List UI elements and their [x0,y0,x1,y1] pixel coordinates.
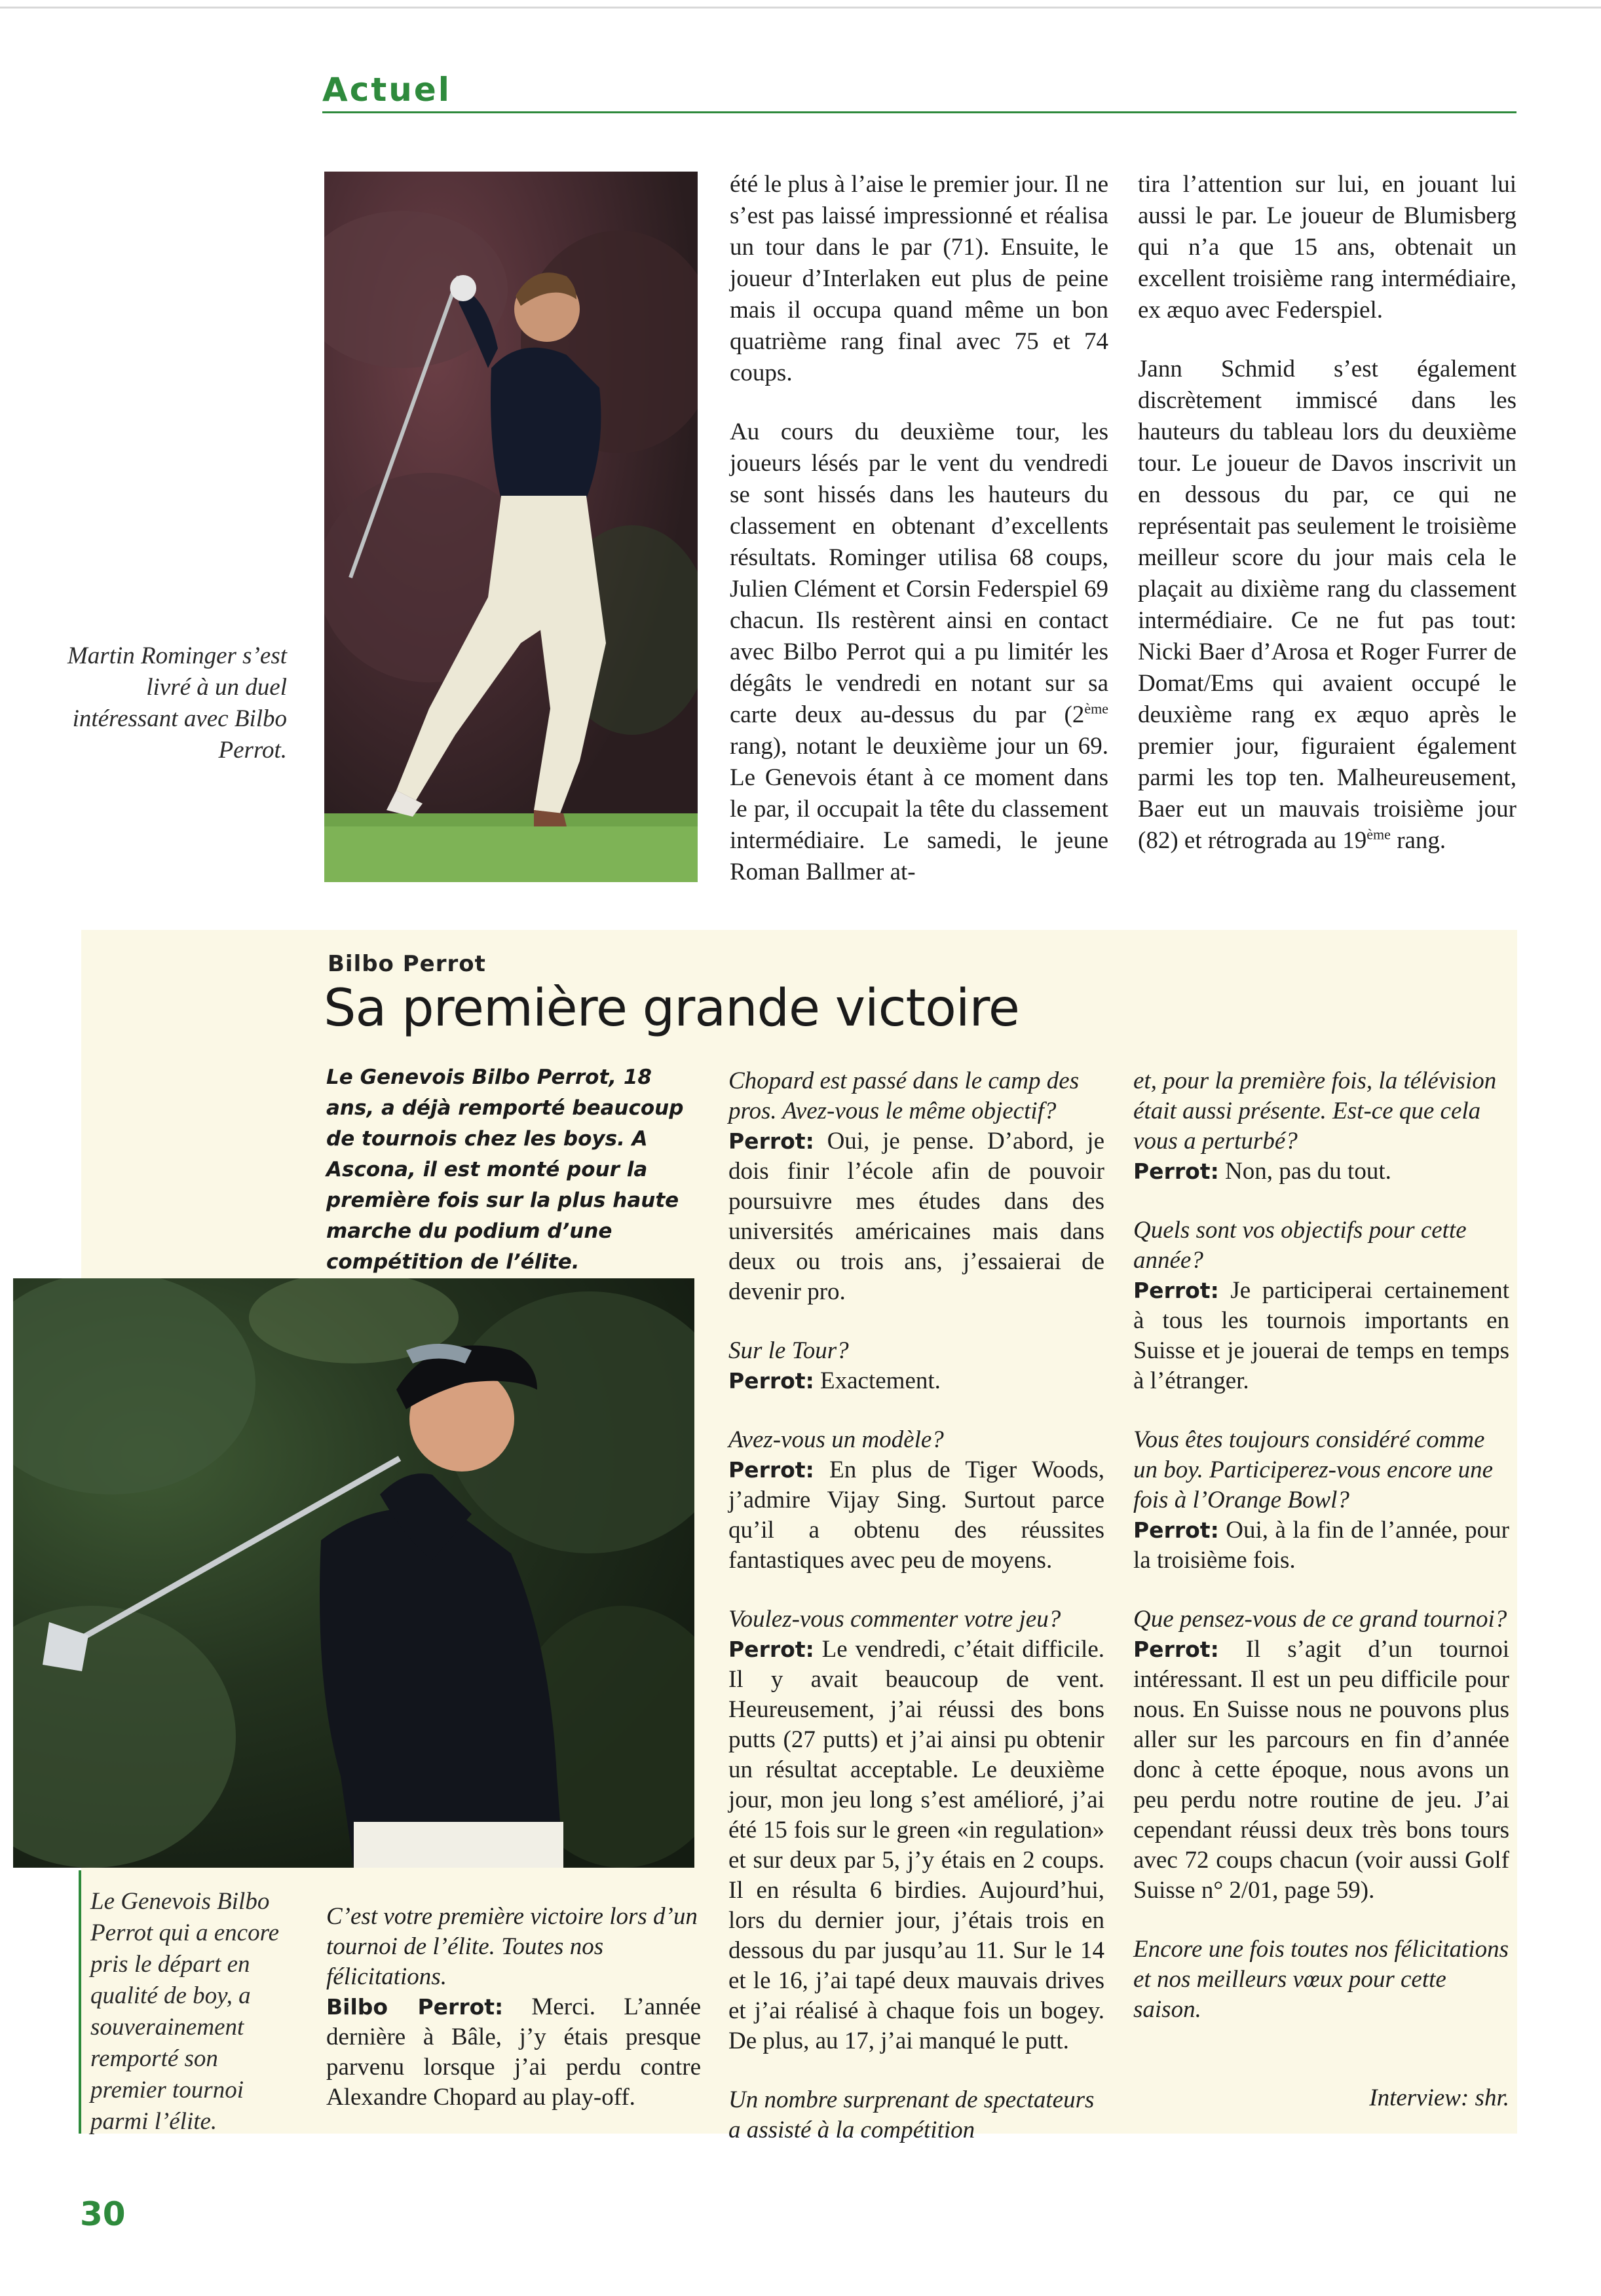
interview-answer: Perrot: En plus de Tiger Woods, j’admire Vijay Sing. Surtout parce qu’il a obtenu des réussites fantastiques avec peu de moyens. [728,1456,1104,1574]
interview-question: Vous êtes toujours considéré comme un boy. Participerez-vous encore une fois à l’Orange Bowl? [1133,1426,1494,1513]
article-column-a [730,169,1108,916]
article-paragraph: Au cours du deuxième tour, les joueurs lésés par le vent du vendredi se sont hissés dans les hauteurs du classement en obtenant d’excellents résultats. Rominger utilisa 68 coups, Julien Clément et Corsin Federspiel 69 chacun. Ils restèrent ainsi en contact avec Bilbo Perrot qui a pu limitér les dégâts le vendredi en notant sur sa carte deux au-dessus du par (2ème rang), notant le deuxième jour un 69. Le Genevois étant à ce moment dans le par, il occupait la tête du classement intermédiaire. Le samedi, le jeune Roman Ballmer at- [730,418,1108,885]
interview-question: Un nombre surprenant de spectateurs a assisté à la compétition [728,2086,1095,2143]
interview-answer: Bilbo Perrot: Merci. L’année dernière à Bâle, j’y étais presque parvenu lorsque j’ai perdu contre Alexandre Chopard au play-off. [326,1993,701,2111]
interview-column-left [326,1902,701,2141]
interview-question: Encore une fois toutes nos félicitations et nos meilleurs vœux pour cette saison. [1133,1936,1509,2023]
article-paragraph: Jann Schmid s’est également discrètement immiscé dans les hauteurs du tableau lors du deuxième tour. Le joueur de Davos inscrivit un en dessous du par, ce qui ne représentait pas seulement le troisième meilleur score du jour mais cela le plaçait au dixième rang du classement intermédiaire. Ce ne fut pas tout: Nicki Baer d’Arosa et Roger Furrer de Domat/Ems qui avaient occupé le deuxième rang ex æquo après le premier jour, figuraient également parmi les top ten. Malheureusement, Baer eut un mauvais troisième jour (82) et rétrograda au 19ème rang. [1138,356,1516,854]
interview-question: et, pour la première fois, la télévision était aussi présente. Est-ce que cela vous a perturbé? [1133,1067,1497,1155]
interview-answer: Perrot: Oui, je pense. D’abord, je dois finir l’école afin de pouvoir poursuivre mes études dans des universités américaines mais dans deux ou trois ans, j’essaierai de devenir pro. [728,1128,1104,1305]
interview-question: Que pensez-vous de ce grand tournoi? [1133,1606,1507,1633]
speaker: Perrot: [728,1368,814,1394]
interview-box-accent [79,1870,81,2134]
interview-answer: Perrot: Oui, à la fin de l’année, pour la troisième fois. [1133,1517,1509,1574]
speaker: Bilbo Perrot: [326,1994,504,2020]
interview-signoff: Interview: shr. [1369,2084,1509,2111]
speaker: Perrot: [1133,1517,1219,1543]
photo-caption-rominger: Martin Rominger s’est livré à un duel intéressant avec Bilbo Perrot. [67,642,287,764]
interview-question: C’est votre première victoire lors d’un tournoi de l’élite. Toutes nos félicitations. [326,1903,698,1990]
interview-answer: Perrot: Non, pas du tout. [1133,1158,1391,1185]
interview-column-right [1133,1066,1509,2025]
speaker: Perrot: [1133,1637,1219,1662]
interview-question: Sur le Tour? [728,1337,849,1364]
top-border [0,7,1601,9]
speaker: Perrot: [728,1457,814,1483]
golfer-illustration [324,172,698,882]
speaker: Perrot: [1133,1158,1219,1184]
interview-column-middle [728,1066,1104,2145]
interview-answer: Perrot: Exactement. [728,1367,941,1394]
interview-headline: Sa première grande victoire [324,979,1019,1038]
interview-question: Chopard est passé dans le camp des pros. Avez-vous le même objectif? [728,1067,1080,1124]
speaker: Perrot: [728,1637,814,1662]
interview-answer: Perrot: Il s’agit d’un tournoi intéressant. Il est un peu difficile pour nous. En Suisse nous ne pouvons plus aller sur les parcours en fin d’année donc à cette époque, nous avons un peu perdu notre routine de jeu. J’ai cependant réussi deux très bons tours avec 72 coups chacun (voir aussi Golf Suisse n° 2/01, page 59). [1133,1636,1509,1904]
page-number: 30 [80,2195,126,2233]
section-rule [322,111,1516,113]
interview-lead: Le Genevois Bilbo Perrot, 18 ans, a déjà remporté beaucoup de tournois chez les boys. A Ascona, il est monté pour la première fois sur la plus haute marche du podium d’une compétition de l’élite. [326,1065,684,1274]
photo-perrot-swing [13,1278,694,1868]
photo-rominger-swing [324,172,698,882]
article-column-b [1138,169,1516,884]
interview-answer: Perrot: Le vendredi, c’était difficile. Il y avait beaucoup de vent. Heureusement, j’ai réussi des bons putts (27 putts) et j’ai ainsi pu obtenir un résultat acceptable. Le deuxième jour, mon jeu long s’est amélioré, j’ai été 15 fois sur le green «in regulation» et sur deux par 5, j’y étais en 2 coups. Il en résulta 6 birdies. Aujourd’hui, lors du dernier jour, j’étais trois en dessous du par jusqu’au 11. Sur le 14 et le 16, j’ai tapé deux mauvais drives et j’ai réalisé à chaque fois un bogey. De plus, au 17, j’ai manqué le putt. [728,1636,1104,2054]
photo-caption-perrot: Le Genevois Bilbo Perrot qui a encore pris le départ en qualité de boy, a souverainement remporté son premier tournoi parmi l’élite. [90,1888,280,2135]
speaker: Perrot: [1133,1278,1219,1303]
interview-question: Avez-vous un modèle? [728,1426,944,1453]
section-label: Actuel [322,71,451,109]
article-paragraph: tira l’attention sur lui, en jouant lui aussi le par. Le joueur de Blumisberg qui n’a que 15 ans, obtenait un excellent troisième rang intermédiaire, ex æquo avec Federspiel. [1138,171,1516,324]
interview-question: Quels sont vos objectifs pour cette année? [1133,1217,1467,1274]
interview-kicker: Bilbo Perrot [328,951,486,977]
perrot-illustration [13,1278,694,1868]
interview-question: Voulez-vous commenter votre jeu? [728,1606,1061,1633]
speaker: Perrot: [728,1128,814,1154]
article-paragraph: été le plus à l’aise le premier jour. Il ne s’est pas laissé impressionné et réalisa un tour dans le par (71). Ensuite, le joueur d’Interlaken eut plus de peine mais il occupa quand même un bon quatrième rang final avec 75 et 74 coups. [730,171,1108,386]
interview-answer: Perrot: Je participerai certainement à tous les tournois importants en Suisse et je jouerai de temps en temps à l’étranger. [1133,1277,1509,1394]
